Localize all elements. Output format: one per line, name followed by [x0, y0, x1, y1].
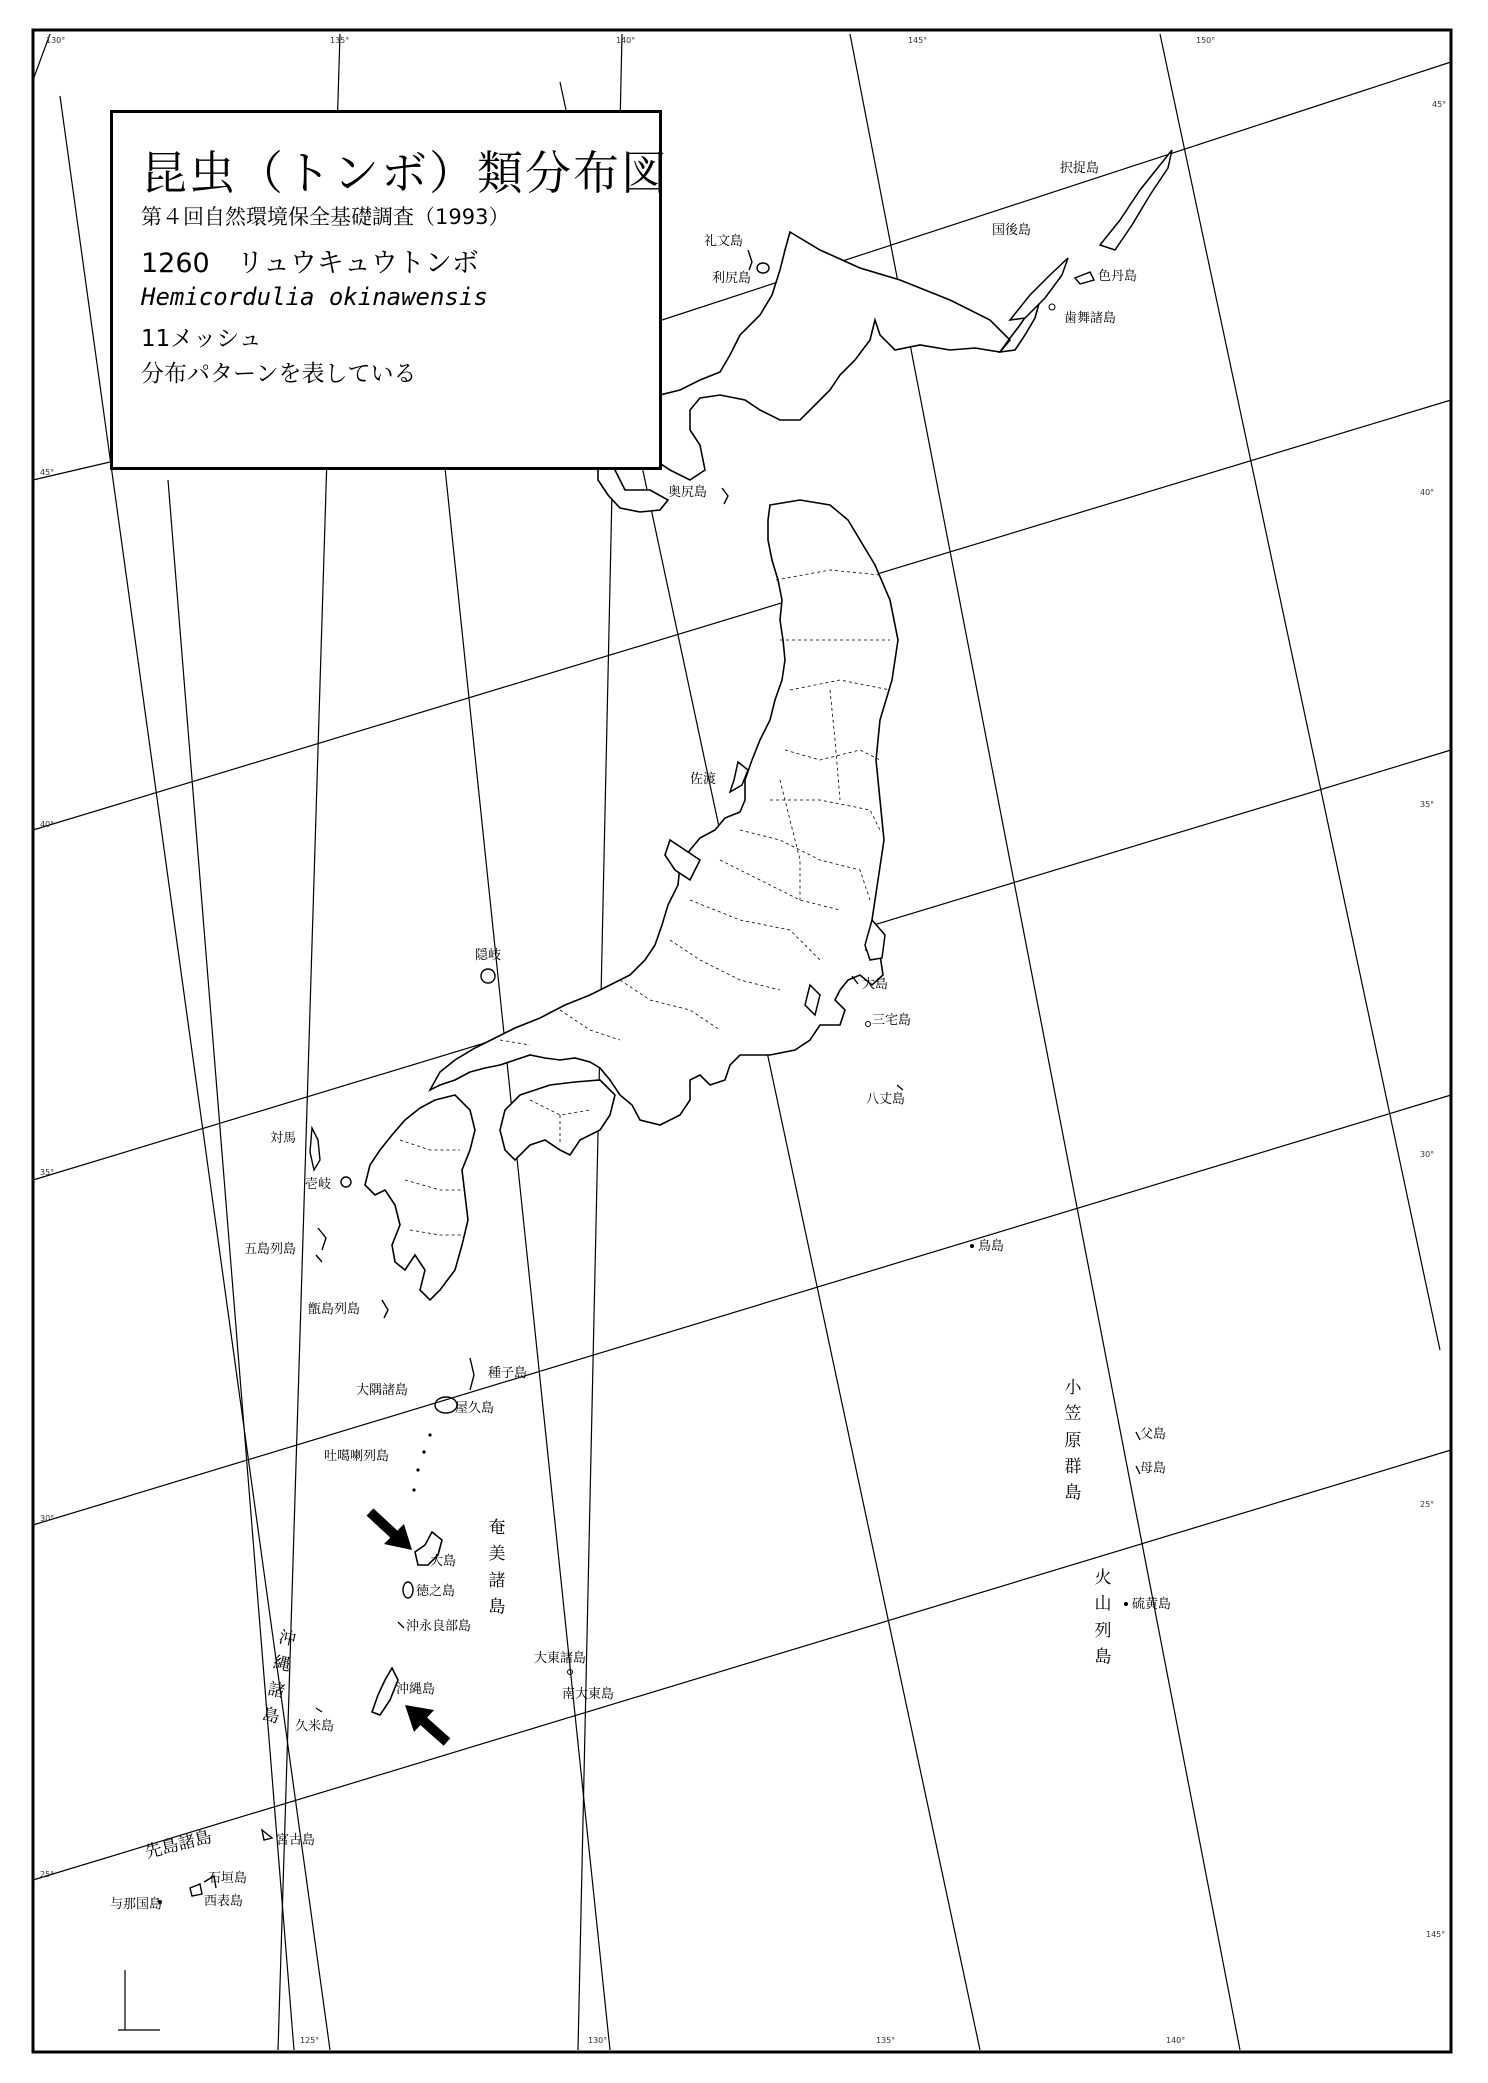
label-okushiri: 奥尻島 [668, 485, 708, 500]
label-miyako: 宮古島 [276, 1833, 316, 1848]
tick-bottom-125: 125° [300, 2036, 320, 2045]
label-yonaguni: 与那国島 [110, 1897, 163, 1912]
label-daito: 大東諸島 [534, 1651, 587, 1666]
label-chichijima: 父島 [1140, 1427, 1167, 1442]
label-miyake: 三宅島 [872, 1013, 912, 1028]
tick-top-130: 130° [46, 36, 66, 45]
label-iriomote: 西表島 [204, 1894, 244, 1909]
tick-bottom-140: 140° [1166, 2036, 1186, 2045]
tick-top-150: 150° [1196, 36, 1216, 45]
label-tokunoshima: 徳之島 [416, 1584, 456, 1599]
corner-mark [118, 1970, 160, 2030]
label-shikotan: 色丹島 [1098, 269, 1138, 284]
distribution-arrow-amami [370, 1512, 412, 1550]
tick-left-25: 25° [40, 1870, 55, 1879]
label-yakushima: 屋久島 [455, 1401, 495, 1416]
miyakejima [866, 1022, 871, 1027]
okushiri-island [722, 488, 728, 504]
label-kume: 久米島 [295, 1719, 335, 1734]
group-label-ogasawara: 小笠原群島 [1064, 1378, 1082, 1504]
iki-island [341, 1177, 351, 1187]
koshiki-islands [382, 1300, 388, 1318]
tick-left-30: 30° [40, 1514, 55, 1523]
label-hachijo: 八丈島 [866, 1092, 906, 1107]
label-goto: 五島列島 [244, 1242, 297, 1257]
map-title: 昆虫（トンボ）類分布図 [141, 146, 669, 200]
label-izu-oshima: 大島 [862, 977, 889, 992]
label-tsushima: 対馬 [270, 1131, 297, 1146]
label-torishima: 鳥島 [978, 1239, 1005, 1254]
goto-islands [316, 1228, 326, 1262]
group-label-kazan: 火山列島 [1094, 1568, 1112, 1668]
label-oki: 隠岐 [475, 948, 502, 963]
label-okinoerabu: 沖永良部島 [406, 1619, 472, 1634]
okinawa-island [372, 1668, 398, 1715]
oki-islands [481, 969, 495, 983]
label-iki: 壱岐 [305, 1177, 332, 1192]
label-ishigaki: 石垣島 [208, 1871, 248, 1886]
label-amami-oshima: 大島 [430, 1554, 457, 1569]
label-osumi: 大隅諸島 [356, 1383, 409, 1398]
label-minamidaito: 南大東島 [562, 1687, 615, 1702]
label-tanegashima: 種子島 [488, 1366, 528, 1381]
legend-box [110, 110, 669, 470]
label-etorofu: 択捉島 [1060, 161, 1100, 176]
shikotan-island [1075, 272, 1094, 284]
tick-left-45: 45° [40, 468, 55, 477]
tick-top-145: 145° [908, 36, 928, 45]
label-sado: 佐渡 [690, 772, 717, 787]
group-label-amami: 奄美諸島 [488, 1518, 506, 1618]
tokunoshima-island [403, 1582, 413, 1598]
rishiri-island [757, 263, 769, 273]
tick-left-35: 35° [40, 1168, 55, 1177]
tick-right-35: 35° [1420, 800, 1435, 809]
tick-bottom-145: 145° [1426, 1930, 1446, 1939]
label-hahajima: 母島 [1140, 1461, 1167, 1476]
distribution-arrow-okinawa [405, 1705, 447, 1742]
tick-right-45: 45° [1432, 100, 1447, 109]
survey-subtitle: 第４回自然環境保全基礎調査（1993） [141, 205, 510, 229]
mesh-count: 11メッシュ [141, 326, 262, 352]
habomai-islands [1049, 304, 1055, 310]
label-kunashiri: 国後島 [992, 223, 1032, 238]
tick-right-30: 30° [1420, 1150, 1435, 1159]
tsushima-island [310, 1128, 320, 1170]
iriomotejima [190, 1884, 202, 1896]
tick-right-40: 40° [1420, 488, 1435, 497]
rebun-island [748, 250, 752, 270]
hachijojima [897, 1085, 903, 1090]
label-rishiri: 利尻島 [712, 271, 752, 286]
kunashiri-island [1010, 258, 1068, 320]
tick-bottom-130: 130° [588, 2036, 608, 2045]
tanegashima [470, 1358, 474, 1390]
label-koshiki: 甑島列島 [308, 1302, 361, 1317]
tick-bottom-135: 135° [876, 2036, 896, 2045]
label-tokara: 吐噶喇列島 [324, 1449, 390, 1464]
honshu-outline [430, 500, 898, 1125]
scientific-name: Hemicordulia okinawensis [141, 283, 488, 311]
kumejima [316, 1708, 322, 1712]
pattern-note: 分布パターンを表している [141, 361, 417, 387]
tokara-islands [412, 1433, 431, 1491]
torishima-dot [970, 1244, 974, 1248]
species-name: 1260 リュウキュウトンボ [141, 248, 479, 279]
kyushu-outline [365, 1095, 475, 1300]
tick-right-25: 25° [1420, 1500, 1435, 1509]
label-habomai: 歯舞諸島 [1064, 311, 1117, 326]
okinoerabu-island [398, 1622, 404, 1628]
miyakojima [262, 1830, 272, 1840]
tick-left-40: 40° [40, 820, 55, 829]
tick-top-140: 140° [616, 36, 636, 45]
group-label-okinawa: 沖縄諸島 [260, 1627, 298, 1728]
group-label-sakishima: 先島諸島 [143, 1827, 214, 1863]
label-iwojima: 硫黄島 [1132, 1597, 1172, 1612]
tick-top-135: 135° [330, 36, 350, 45]
label-okinawa: 沖縄島 [396, 1682, 436, 1697]
label-rebun: 礼文島 [704, 234, 744, 249]
iwojima-dot [1124, 1602, 1128, 1606]
